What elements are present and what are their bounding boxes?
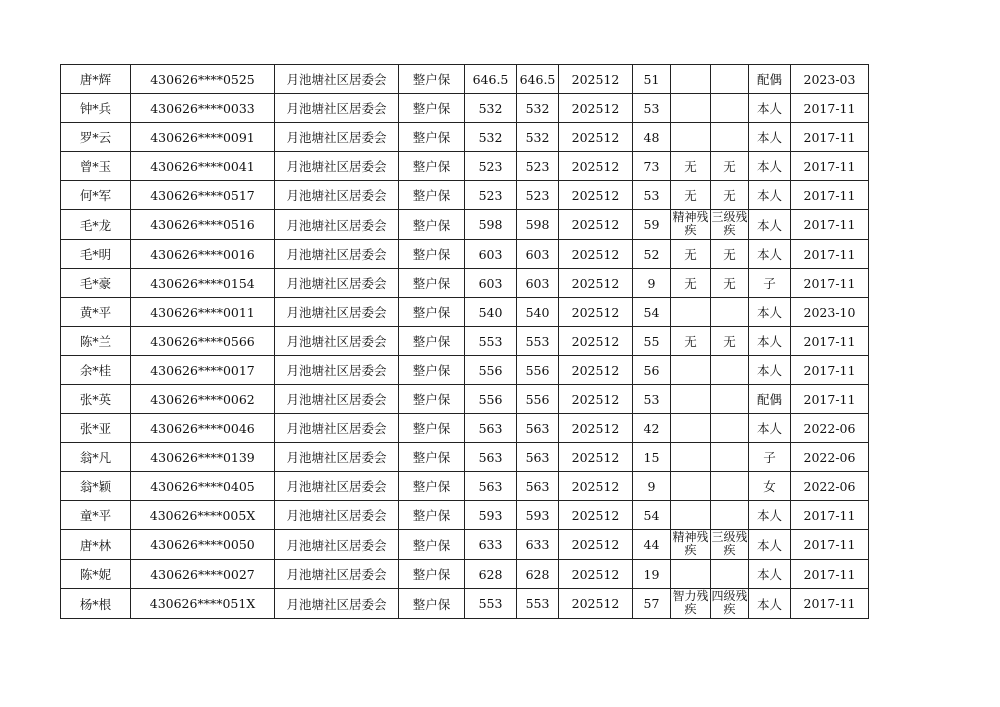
- disability-type-cell: 无: [671, 152, 711, 181]
- start-date-cell: 2017-11: [791, 560, 869, 589]
- community-cell: 月池塘社区居委会: [275, 152, 399, 181]
- amount-cell: 532: [465, 94, 517, 123]
- table-row: [61, 501, 869, 530]
- community-cell: 月池塘社区居委会: [275, 356, 399, 385]
- age-cell: 53: [633, 181, 671, 210]
- period-cell: 202512: [559, 65, 633, 94]
- table-row: [61, 327, 869, 356]
- amount-cell: 523: [465, 152, 517, 181]
- age-cell: 55: [633, 327, 671, 356]
- amount-total-cell: 563: [517, 414, 559, 443]
- period-cell: 202512: [559, 589, 633, 619]
- amount-cell: 563: [465, 443, 517, 472]
- disability-type-cell: [671, 443, 711, 472]
- disability-level-cell: [711, 356, 749, 385]
- id-number-cell: 430626****0033: [131, 94, 275, 123]
- amount-cell: 603: [465, 240, 517, 269]
- amount-cell: 646.5: [465, 65, 517, 94]
- period-cell: 202512: [559, 240, 633, 269]
- id-number-cell: 430626****0016: [131, 240, 275, 269]
- amount-total-cell: 523: [517, 152, 559, 181]
- amount-total-cell: 563: [517, 472, 559, 501]
- relation-cell: 配偶: [749, 65, 791, 94]
- amount-cell: 523: [465, 181, 517, 210]
- disability-type-cell: 智力残疾: [671, 589, 711, 619]
- amount-cell: 556: [465, 356, 517, 385]
- disability-level-cell: [711, 414, 749, 443]
- category-cell: 整户保: [399, 210, 465, 240]
- period-cell: 202512: [559, 269, 633, 298]
- age-cell: 19: [633, 560, 671, 589]
- category-cell: 整户保: [399, 298, 465, 327]
- disability-level-cell: 三级残疾: [711, 210, 749, 240]
- category-cell: 整户保: [399, 356, 465, 385]
- period-cell: 202512: [559, 414, 633, 443]
- community-cell: 月池塘社区居委会: [275, 443, 399, 472]
- table-row: [61, 560, 869, 589]
- amount-total-cell: 553: [517, 589, 559, 619]
- category-cell: 整户保: [399, 589, 465, 619]
- period-cell: 202512: [559, 123, 633, 152]
- category-cell: 整户保: [399, 530, 465, 560]
- disability-type-cell: [671, 472, 711, 501]
- disability-level-cell: [711, 94, 749, 123]
- name-cell: 唐*辉: [61, 65, 131, 94]
- amount-total-cell: 540: [517, 298, 559, 327]
- age-cell: 9: [633, 269, 671, 298]
- relation-cell: 本人: [749, 589, 791, 619]
- name-cell: 唐*林: [61, 530, 131, 560]
- amount-cell: 563: [465, 414, 517, 443]
- table-row: [61, 94, 869, 123]
- category-cell: 整户保: [399, 327, 465, 356]
- category-cell: 整户保: [399, 414, 465, 443]
- table-row: [61, 65, 869, 94]
- amount-cell: 593: [465, 501, 517, 530]
- id-number-cell: 430626****0041: [131, 152, 275, 181]
- community-cell: 月池塘社区居委会: [275, 414, 399, 443]
- disability-level-cell: [711, 472, 749, 501]
- amount-cell: 532: [465, 123, 517, 152]
- amount-total-cell: 553: [517, 327, 559, 356]
- start-date-cell: 2017-11: [791, 385, 869, 414]
- category-cell: 整户保: [399, 181, 465, 210]
- name-cell: 余*桂: [61, 356, 131, 385]
- relation-cell: 本人: [749, 414, 791, 443]
- table-row: [61, 269, 869, 298]
- id-number-cell: 430626****0027: [131, 560, 275, 589]
- id-number-cell: 430626****0091: [131, 123, 275, 152]
- name-cell: 钟*兵: [61, 94, 131, 123]
- id-number-cell: 430626****0154: [131, 269, 275, 298]
- table-row: [61, 472, 869, 501]
- amount-cell: 603: [465, 269, 517, 298]
- start-date-cell: 2017-11: [791, 530, 869, 560]
- table-row: [61, 414, 869, 443]
- name-cell: 毛*龙: [61, 210, 131, 240]
- amount-total-cell: 523: [517, 181, 559, 210]
- community-cell: 月池塘社区居委会: [275, 240, 399, 269]
- amount-cell: 553: [465, 327, 517, 356]
- disability-level-cell: [711, 298, 749, 327]
- table-row: [61, 385, 869, 414]
- amount-total-cell: 603: [517, 240, 559, 269]
- period-cell: 202512: [559, 94, 633, 123]
- age-cell: 53: [633, 94, 671, 123]
- amount-total-cell: 633: [517, 530, 559, 560]
- disability-type-cell: [671, 123, 711, 152]
- table-row: [61, 210, 869, 240]
- name-cell: 翁*颖: [61, 472, 131, 501]
- period-cell: 202512: [559, 181, 633, 210]
- start-date-cell: 2017-11: [791, 356, 869, 385]
- id-number-cell: 430626****0139: [131, 443, 275, 472]
- relation-cell: 配偶: [749, 385, 791, 414]
- category-cell: 整户保: [399, 269, 465, 298]
- age-cell: 56: [633, 356, 671, 385]
- disability-level-cell: 无: [711, 327, 749, 356]
- relation-cell: 本人: [749, 327, 791, 356]
- relation-cell: 本人: [749, 298, 791, 327]
- name-cell: 张*英: [61, 385, 131, 414]
- period-cell: 202512: [559, 385, 633, 414]
- relief-roster-table: [60, 64, 869, 619]
- community-cell: 月池塘社区居委会: [275, 210, 399, 240]
- community-cell: 月池塘社区居委会: [275, 181, 399, 210]
- table-row: [61, 356, 869, 385]
- disability-type-cell: [671, 385, 711, 414]
- relation-cell: 本人: [749, 240, 791, 269]
- name-cell: 翁*凡: [61, 443, 131, 472]
- disability-type-cell: 无: [671, 181, 711, 210]
- disability-type-cell: 无: [671, 240, 711, 269]
- community-cell: 月池塘社区居委会: [275, 589, 399, 619]
- amount-cell: 553: [465, 589, 517, 619]
- period-cell: 202512: [559, 298, 633, 327]
- category-cell: 整户保: [399, 94, 465, 123]
- amount-total-cell: 598: [517, 210, 559, 240]
- disability-level-cell: [711, 385, 749, 414]
- disability-type-cell: [671, 298, 711, 327]
- disability-type-cell: 精神残疾: [671, 530, 711, 560]
- community-cell: 月池塘社区居委会: [275, 298, 399, 327]
- relation-cell: 本人: [749, 356, 791, 385]
- name-cell: 罗*云: [61, 123, 131, 152]
- id-number-cell: 430626****005X: [131, 501, 275, 530]
- amount-total-cell: 556: [517, 385, 559, 414]
- name-cell: 何*军: [61, 181, 131, 210]
- community-cell: 月池塘社区居委会: [275, 65, 399, 94]
- amount-cell: 598: [465, 210, 517, 240]
- relation-cell: 女: [749, 472, 791, 501]
- community-cell: 月池塘社区居委会: [275, 269, 399, 298]
- community-cell: 月池塘社区居委会: [275, 94, 399, 123]
- period-cell: 202512: [559, 210, 633, 240]
- name-cell: 毛*豪: [61, 269, 131, 298]
- relation-cell: 本人: [749, 152, 791, 181]
- amount-total-cell: 646.5: [517, 65, 559, 94]
- disability-level-cell: [711, 123, 749, 152]
- table-body: [61, 65, 869, 619]
- period-cell: 202512: [559, 152, 633, 181]
- start-date-cell: 2023-10: [791, 298, 869, 327]
- disability-type-cell: 无: [671, 269, 711, 298]
- disability-level-cell: 无: [711, 240, 749, 269]
- age-cell: 44: [633, 530, 671, 560]
- id-number-cell: 430626****0525: [131, 65, 275, 94]
- start-date-cell: 2017-11: [791, 210, 869, 240]
- period-cell: 202512: [559, 530, 633, 560]
- age-cell: 48: [633, 123, 671, 152]
- age-cell: 57: [633, 589, 671, 619]
- amount-cell: 628: [465, 560, 517, 589]
- start-date-cell: 2017-11: [791, 501, 869, 530]
- disability-level-cell: [711, 560, 749, 589]
- name-cell: 陈*兰: [61, 327, 131, 356]
- relation-cell: 本人: [749, 560, 791, 589]
- amount-total-cell: 556: [517, 356, 559, 385]
- age-cell: 53: [633, 385, 671, 414]
- community-cell: 月池塘社区居委会: [275, 530, 399, 560]
- start-date-cell: 2017-11: [791, 240, 869, 269]
- disability-level-cell: 无: [711, 181, 749, 210]
- id-number-cell: 430626****0046: [131, 414, 275, 443]
- id-number-cell: 430626****0405: [131, 472, 275, 501]
- amount-total-cell: 628: [517, 560, 559, 589]
- start-date-cell: 2017-11: [791, 181, 869, 210]
- period-cell: 202512: [559, 443, 633, 472]
- start-date-cell: 2017-11: [791, 94, 869, 123]
- period-cell: 202512: [559, 560, 633, 589]
- relation-cell: 本人: [749, 530, 791, 560]
- disability-level-cell: [711, 65, 749, 94]
- period-cell: 202512: [559, 501, 633, 530]
- category-cell: 整户保: [399, 65, 465, 94]
- category-cell: 整户保: [399, 443, 465, 472]
- id-number-cell: 430626****0566: [131, 327, 275, 356]
- age-cell: 9: [633, 472, 671, 501]
- id-number-cell: 430626****0062: [131, 385, 275, 414]
- table-row: [61, 443, 869, 472]
- disability-level-cell: 三级残疾: [711, 530, 749, 560]
- amount-total-cell: 532: [517, 94, 559, 123]
- name-cell: 陈*妮: [61, 560, 131, 589]
- disability-type-cell: [671, 65, 711, 94]
- relation-cell: 本人: [749, 94, 791, 123]
- disability-level-cell: [711, 443, 749, 472]
- start-date-cell: 2017-11: [791, 327, 869, 356]
- disability-type-cell: [671, 94, 711, 123]
- category-cell: 整户保: [399, 501, 465, 530]
- disability-level-cell: 四级残疾: [711, 589, 749, 619]
- disability-type-cell: 无: [671, 327, 711, 356]
- community-cell: 月池塘社区居委会: [275, 472, 399, 501]
- age-cell: 59: [633, 210, 671, 240]
- category-cell: 整户保: [399, 152, 465, 181]
- id-number-cell: 430626****051X: [131, 589, 275, 619]
- relation-cell: 子: [749, 443, 791, 472]
- start-date-cell: 2022-06: [791, 472, 869, 501]
- amount-total-cell: 563: [517, 443, 559, 472]
- name-cell: 曾*玉: [61, 152, 131, 181]
- age-cell: 52: [633, 240, 671, 269]
- relation-cell: 本人: [749, 210, 791, 240]
- community-cell: 月池塘社区居委会: [275, 123, 399, 152]
- amount-cell: 556: [465, 385, 517, 414]
- amount-cell: 633: [465, 530, 517, 560]
- age-cell: 51: [633, 65, 671, 94]
- disability-level-cell: 无: [711, 269, 749, 298]
- name-cell: 黄*平: [61, 298, 131, 327]
- amount-total-cell: 603: [517, 269, 559, 298]
- amount-cell: 540: [465, 298, 517, 327]
- age-cell: 15: [633, 443, 671, 472]
- table-row: [61, 298, 869, 327]
- name-cell: 毛*明: [61, 240, 131, 269]
- relation-cell: 本人: [749, 123, 791, 152]
- category-cell: 整户保: [399, 385, 465, 414]
- start-date-cell: 2017-11: [791, 123, 869, 152]
- start-date-cell: 2022-06: [791, 414, 869, 443]
- age-cell: 42: [633, 414, 671, 443]
- relation-cell: 本人: [749, 181, 791, 210]
- start-date-cell: 2022-06: [791, 443, 869, 472]
- relation-cell: 子: [749, 269, 791, 298]
- period-cell: 202512: [559, 356, 633, 385]
- id-number-cell: 430626****0050: [131, 530, 275, 560]
- name-cell: 杨*根: [61, 589, 131, 619]
- age-cell: 54: [633, 298, 671, 327]
- id-number-cell: 430626****0011: [131, 298, 275, 327]
- disability-type-cell: [671, 560, 711, 589]
- disability-type-cell: [671, 414, 711, 443]
- age-cell: 54: [633, 501, 671, 530]
- name-cell: 童*平: [61, 501, 131, 530]
- category-cell: 整户保: [399, 560, 465, 589]
- start-date-cell: 2017-11: [791, 152, 869, 181]
- period-cell: 202512: [559, 472, 633, 501]
- table-row: [61, 181, 869, 210]
- relation-cell: 本人: [749, 501, 791, 530]
- period-cell: 202512: [559, 327, 633, 356]
- table-row: [61, 530, 869, 560]
- disability-level-cell: 无: [711, 152, 749, 181]
- category-cell: 整户保: [399, 472, 465, 501]
- id-number-cell: 430626****0516: [131, 210, 275, 240]
- amount-total-cell: 593: [517, 501, 559, 530]
- table-row: [61, 123, 869, 152]
- community-cell: 月池塘社区居委会: [275, 501, 399, 530]
- age-cell: 73: [633, 152, 671, 181]
- disability-type-cell: [671, 356, 711, 385]
- disability-level-cell: [711, 501, 749, 530]
- community-cell: 月池塘社区居委会: [275, 560, 399, 589]
- community-cell: 月池塘社区居委会: [275, 385, 399, 414]
- amount-total-cell: 532: [517, 123, 559, 152]
- category-cell: 整户保: [399, 240, 465, 269]
- disability-type-cell: [671, 501, 711, 530]
- category-cell: 整户保: [399, 123, 465, 152]
- disability-type-cell: 精神残疾: [671, 210, 711, 240]
- table-row: [61, 152, 869, 181]
- start-date-cell: 2023-03: [791, 65, 869, 94]
- name-cell: 张*亚: [61, 414, 131, 443]
- start-date-cell: 2017-11: [791, 589, 869, 619]
- community-cell: 月池塘社区居委会: [275, 327, 399, 356]
- start-date-cell: 2017-11: [791, 269, 869, 298]
- id-number-cell: 430626****0517: [131, 181, 275, 210]
- id-number-cell: 430626****0017: [131, 356, 275, 385]
- amount-cell: 563: [465, 472, 517, 501]
- table-row: [61, 240, 869, 269]
- table-row: [61, 589, 869, 619]
